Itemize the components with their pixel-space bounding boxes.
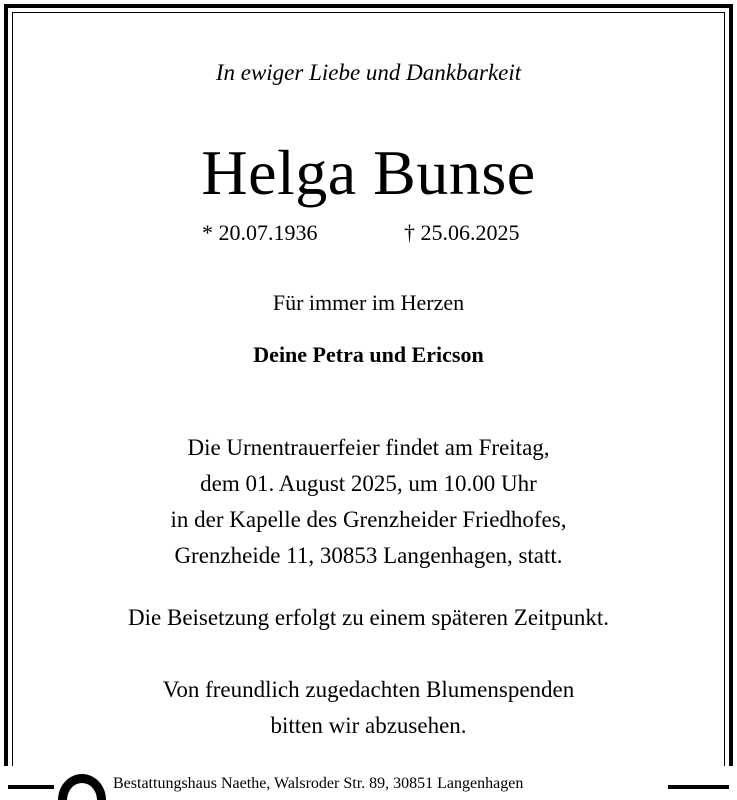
forever-line: Für immer im Herzen <box>272 290 465 315</box>
birth-date: * 20.07.1936 <box>202 220 318 245</box>
deceased-name: Helga Bunse <box>201 137 536 208</box>
footer <box>0 766 737 800</box>
signers: Deine Petra und Ericson <box>253 342 484 367</box>
flowers-line: Von freundlich zugedachten Blumenspenden <box>162 677 575 702</box>
funeral-home-info: Bestattungshaus Naethe, Walsroder Str. 89, 30851 Langenhagen <box>113 775 524 792</box>
flowers-request <box>0 672 737 744</box>
ceremony-line: Die Urnentrauerfeier findet am Freitag, <box>187 435 550 460</box>
ceremony-line: in der Kapelle des Grenzheider Friedhofes, <box>170 507 567 532</box>
ceremony-info <box>0 430 737 574</box>
burial-info: Die Beisetzung erfolgt zu einem späteren Zeitpunkt. <box>128 605 609 630</box>
arch-logo-icon <box>56 768 108 800</box>
death-date: † 25.06.2025 <box>404 220 520 245</box>
motto: In ewiger Liebe und Dankbarkeit <box>215 60 522 85</box>
ceremony-line: Grenzheide 11, 30853 Langenhagen, statt. <box>174 543 563 568</box>
footer-bar-left <box>8 785 54 789</box>
flowers-line: bitten wir abzusehen. <box>270 713 467 738</box>
footer-bar-right <box>668 785 729 789</box>
ceremony-line: dem 01. August 2025, um 10.00 Uhr <box>200 471 537 496</box>
